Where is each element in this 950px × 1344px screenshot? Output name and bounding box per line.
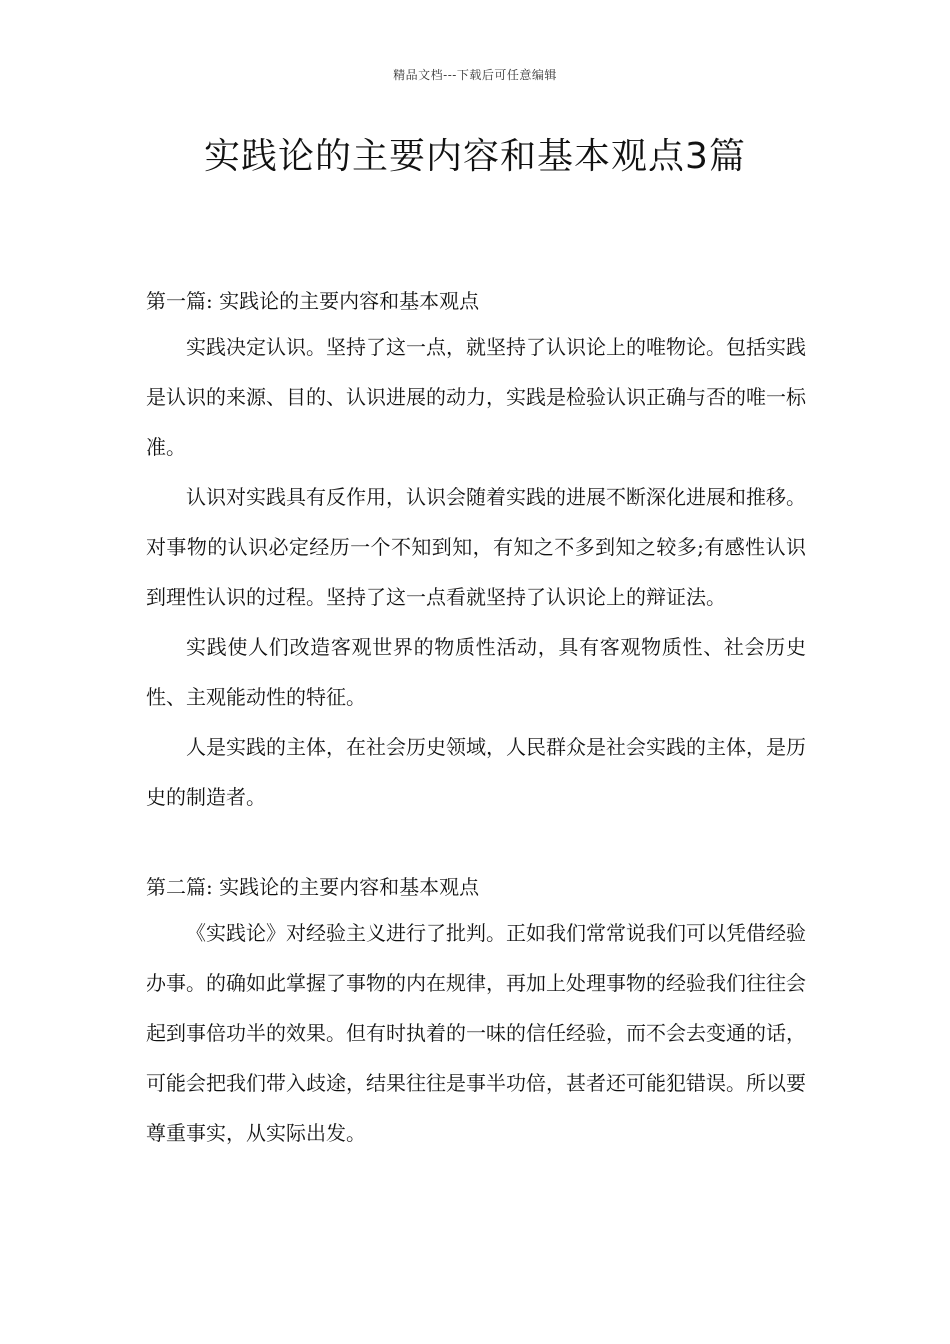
document-title: 实践论的主要内容和基本观点3篇 bbox=[204, 136, 746, 177]
section-spacer bbox=[146, 822, 806, 866]
paragraph: 实践使人们改造客观世界的物质性活动，具有客观物质性、社会历史性、主观能动性的特征。 bbox=[146, 635, 806, 709]
paragraph: 《实践论》对经验主义进行了批判。正如我们常常说我们可以凭借经验办事。的确如此掌握了事物的内在规律，再加上处理事物的经验我们往往会起到事倍功半的效果。但有时执着的一味的信任经验，而不会去变通的话，可能会把我们带入歧途，结果往往是事半功倍，甚者还可能犯错误。所以要尊重事实，从实际出发。 bbox=[146, 921, 806, 1145]
header-note: 精品文档---下载后可任意编辑 bbox=[393, 68, 557, 82]
paragraph: 实践决定认识。坚持了这一点，就坚持了认识论上的唯物论。包括实践是认识的来源、目的、认识进展的动力，实践是检验认识正确与否的唯一标准。 bbox=[146, 335, 806, 459]
paragraph: 人是实践的主体，在社会历史领域，人民群众是社会实践的主体，是历史的制造者。 bbox=[146, 735, 806, 809]
document-body bbox=[146, 280, 806, 1158]
section-heading: 第二篇: 实践论的主要内容和基本观点 bbox=[146, 875, 480, 899]
section-1 bbox=[146, 280, 806, 822]
section-heading: 第一篇: 实践论的主要内容和基本观点 bbox=[146, 289, 480, 313]
paragraph: 认识对实践具有反作用，认识会随着实践的进展不断深化进展和推移。对事物的认识必定经历一个不知到知，有知之不多到知之较多;有感性认识到理性认识的过程。坚持了这一点看就坚持了认识论上的辩证法。 bbox=[146, 485, 806, 609]
section-2 bbox=[146, 866, 806, 1158]
